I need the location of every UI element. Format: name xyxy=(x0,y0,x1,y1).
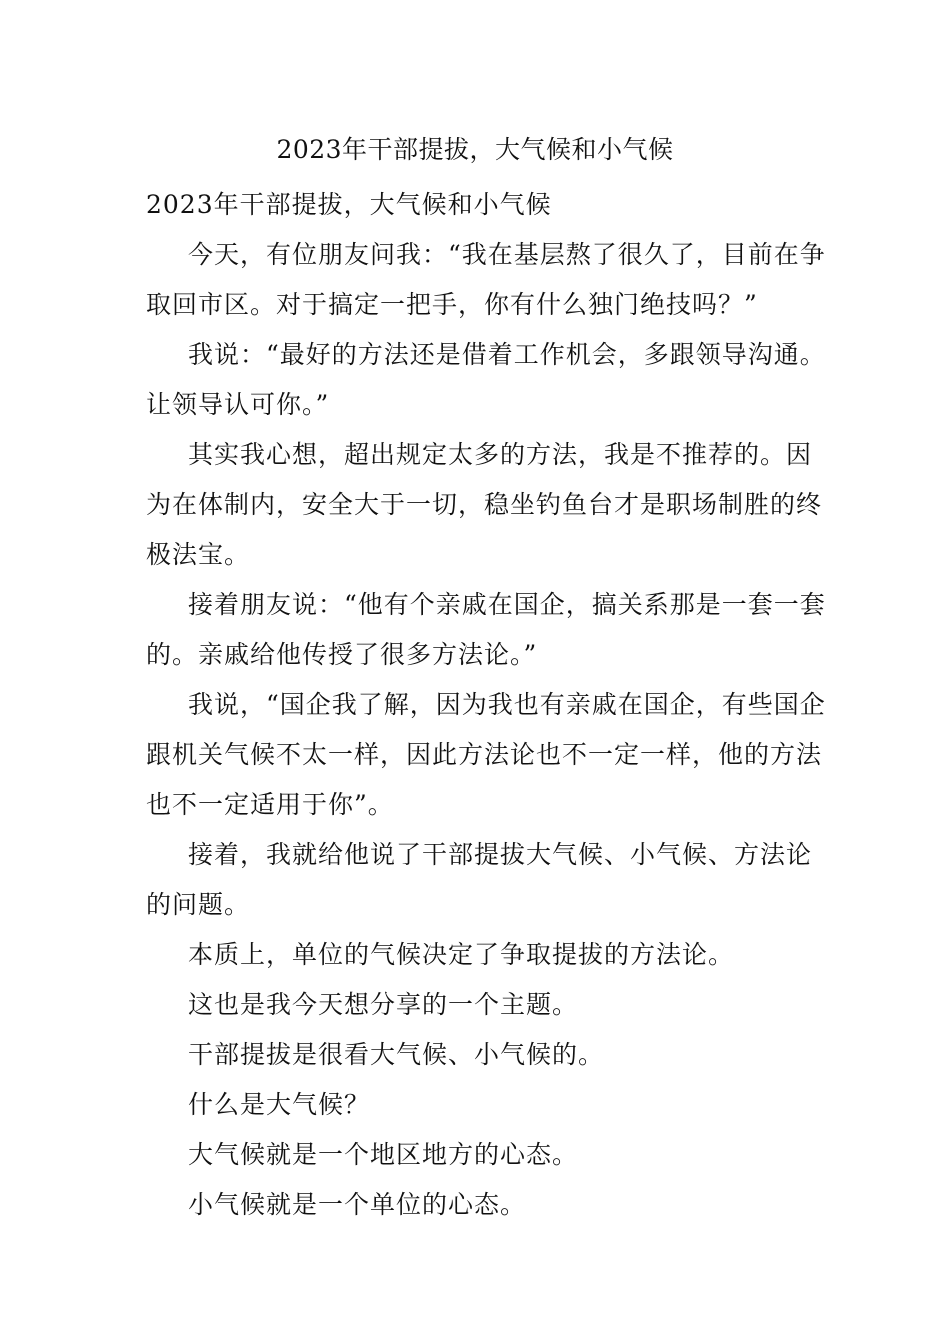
paragraph: 这也是我今天想分享的一个主题。 xyxy=(188,990,579,1019)
paragraph: 什么是大气候？ xyxy=(188,1090,371,1119)
paragraph: 本质上，单位的气候决定了争取提拔的方法论。 xyxy=(188,940,735,969)
paragraph: 接着朋友说：“他有个亲戚在国企，搞关系那是一套一套的。亲戚给他传授了很多方法论。” xyxy=(146,590,826,669)
paragraph: 其实我心想，超出规定太多的方法，我是不推荐的。因为在体制内，安全大于一切，稳坐钓鱼台才是职场制胜的终极法宝。 xyxy=(146,440,823,569)
document-title: 2023年干部提拔，大气候和小气候 xyxy=(276,135,674,164)
document-body xyxy=(146,180,826,1230)
paragraph: 干部提拔是很看大气候、小气候的。 xyxy=(188,1040,605,1069)
paragraph: 今天，有位朋友问我：“我在基层熬了很久了，目前在争取回市区。对于搞定一把手，你有什么独门绝技吗？” xyxy=(146,240,826,319)
paragraph: 我说，“国企我了解，因为我也有亲戚在国企，有些国企跟机关气候不太一样，因此方法论也不一定一样，他的方法也不一定适用于你”。 xyxy=(146,690,826,819)
paragraph: 大气候就是一个地区地方的心态。 xyxy=(188,1140,579,1169)
paragraph: 接着，我就给他说了干部提拔大气候、小气候、方法论的问题。 xyxy=(146,840,813,919)
paragraph: 小气候就是一个单位的心态。 xyxy=(188,1190,527,1219)
paragraph: 我说：“最好的方法还是借着工作机会，多跟领导沟通。让领导认可你。” xyxy=(146,340,826,419)
paragraph-heading: 2023年干部提拔，大气候和小气候 xyxy=(146,190,552,219)
